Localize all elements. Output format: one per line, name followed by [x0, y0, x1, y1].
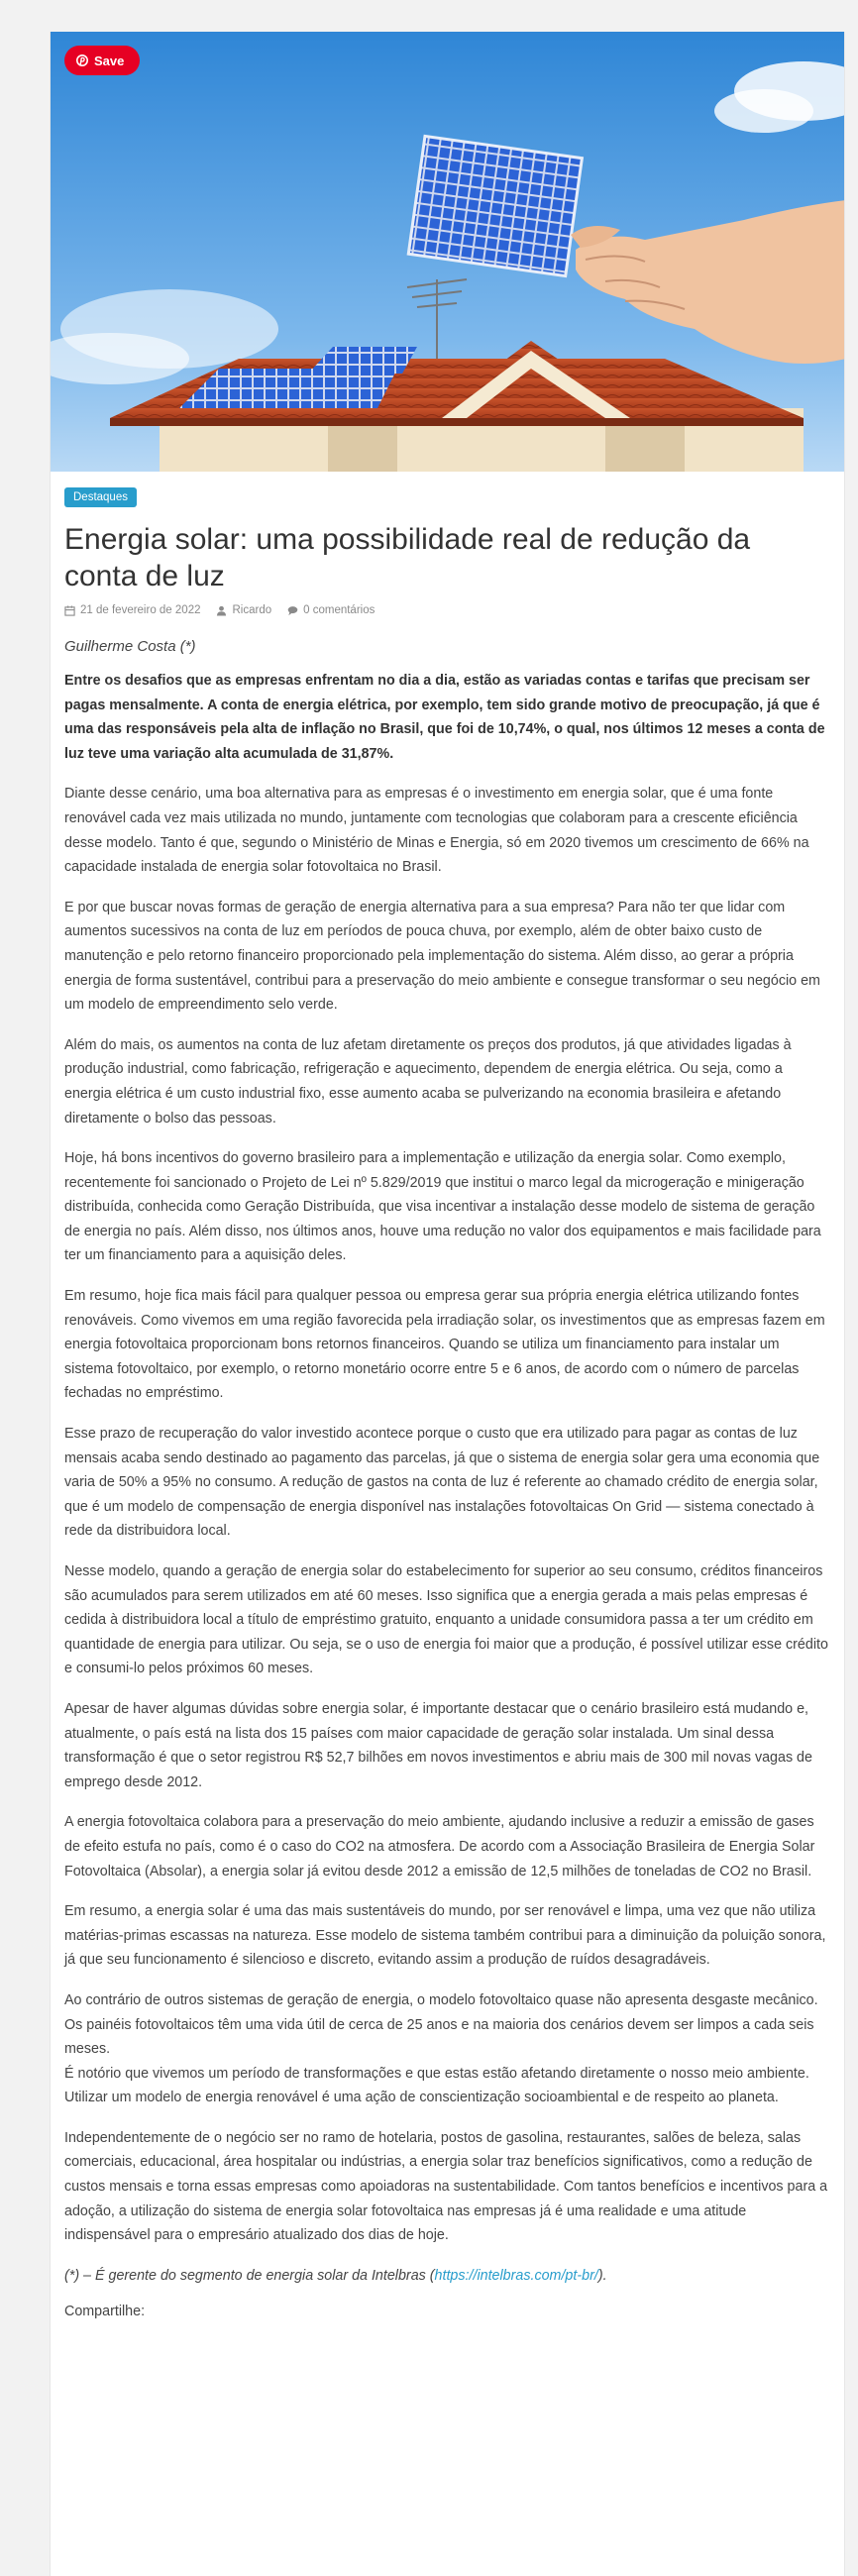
featured-image [51, 32, 844, 472]
article-card [50, 32, 845, 2576]
share-label: Compartilhe: [64, 2304, 146, 2320]
post-comments[interactable] [287, 604, 375, 616]
post-title: Energia solar: uma possibilidade real de redução da conta de luz [64, 523, 751, 592]
note-suffix: ). [597, 2267, 607, 2284]
intelbras-link[interactable]: https://intelbras.com/pt-br/ [434, 2267, 598, 2284]
paragraph-desgaste [64, 1988, 830, 2110]
pinterest-icon [76, 54, 88, 66]
paragraph: Diante desse cenário, uma boa alternativa para as empresas é o investimento em energia solar, que é uma fonte renovável cada vez mais utilizada no mundo, juntamente com tecnologias que colaboram para a crescente eficiência desse modelo. Tanto é que, segundo o Ministério de Minas e Energia, só em 2020 tivemos um crescimento de 66% na capacidade instalada de energia solar fotovoltaica no Brasil. [64, 786, 809, 876]
paragraph: Além do mais, os aumentos na conta de luz afetam diretamente os preços dos produtos, já que atividades ligadas à produção industrial, como fabricação, refrigeração e aquecimento, dependem de energia elétrica. Ou seja, como a energia elétrica é um custo industrial fixo, esse aumento acaba se pulverizando na economia brasileira e afetando diretamente o bolso das pessoas. [64, 1036, 792, 1127]
post-comments-text: 0 comentários [303, 604, 375, 616]
post-author[interactable] [216, 604, 271, 616]
paragraph-final: Independentemente de o negócio ser no ramo de hotelaria, postos de gasolina, restaurantes, salões de beleza, salas comerciais, educacional, área hospitalar ou indústrias, a energia solar traz benefícios significativos, como a redução de custos mensais e torna essas empresas como apoiadoras na sustentabilidade. Com tantos benefícios e incentivos para a adoção, a utilização do sistema de energia solar fotovoltaica nas empresas já é uma realidade e uma atitude indispensável para o empresário atualizado dos dias de hoje. [64, 2129, 828, 2244]
paragraph-desgaste-b: É notório que vivemos um período de transformações e que estas estão afetando diretamente o nosso meio ambiente. Utilizar um modelo de energia renovável é uma ação de conscientização socioambiental e de respeito ao planeta. [64, 2065, 809, 2106]
solar-house-illustration [51, 32, 844, 472]
byline: Guilherme Costa (*) [64, 638, 196, 655]
post-content [51, 472, 844, 2319]
comment-icon [287, 605, 298, 616]
paragraph: A energia fotovoltaica colabora para a preservação do meio ambiente, ajudando inclusive a reduzir a emissão de gases de efeito estufa no país, como é o caso do CO2 na atmosfera. De acordo com a Associação Brasileira de Energia Solar Fotovoltaica (Absolar), a energia solar já evitou desde 2012 a emissão de 12,5 milhões de toneladas de CO2 no Brasil. [64, 1814, 815, 1879]
calendar-icon [64, 605, 75, 616]
post-date-text: 21 de fevereiro de 2022 [80, 604, 201, 616]
paragraph: Apesar de haver algumas dúvidas sobre energia solar, é importante destacar que o cenário brasileiro está mudando e, atualmente, o país está na lista dos 15 países com maior capacidade de geração solar instalada. Um sinal dessa transformação é que o setor registrou R$ 52,7 bilhões em novos investimentos e abriu mais de 300 mil novas vagas de emprego desde 2012. [64, 1700, 812, 1790]
note-prefix: (*) – É gerente do segmento de energia solar da Intelbras ( [64, 2267, 435, 2284]
paragraph-desgaste-a: Ao contrário de outros sistemas de geração de energia, o modelo fotovoltaico quase não apresenta desgaste mecânico. Os painéis fotovoltaicos têm uma vida útil de cerca de 25 anos e na maioria dos cenários devem ser limpos a cada seis meses. [64, 1991, 818, 2058]
post-author-text: Ricardo [232, 604, 272, 616]
pinterest-save-button[interactable] [64, 46, 140, 75]
post-date[interactable] [64, 604, 200, 616]
lead-paragraph: Entre os desafios que as empresas enfrentam no dia a dia, estão as variadas contas e tarifas que precisam ser pagas mensalmente. A conta de energia elétrica, por exemplo, tem sido grande motivo de preocupação, já que é uma das responsáveis pela alta de inflação no Brasil, que foi de 10,74%, o qual, nos últimos 12 meses a conta de luz teve uma variação alta acumulada de 31,87%. [64, 673, 825, 762]
article-body [64, 669, 830, 2319]
paragraph: Em resumo, a energia solar é uma das mais sustentáveis do mundo, por ser renovável e limpa, uma vez que não utiliza matérias-primas escassas na natureza. Esse modelo de sistema também contribui para a diminuição da poluição sonora, já que seu funcionamento é silencioso e discreto, evitando assim a produção de ruídos desagradáveis. [64, 1903, 826, 1969]
author-note [64, 2264, 830, 2289]
paragraph: Em resumo, hoje fica mais fácil para qualquer pessoa ou empresa gerar sua própria energia elétrica utilizando fontes renováveis. Como vivemos em uma região favorecida pela irradiação solar, os investimentos que as empresas fazem em energia fotovoltaica proporcionam bons retornos financeiros. Quando se utiliza um financiamento para instalar um sistema fotovoltaico, por exemplo, o retorno monetário ocorre entre 5 e 6 anos, de acordo com o número de parcelas fechadas no empréstimo. [64, 1288, 825, 1402]
paragraph: Esse prazo de recuperação do valor investido acontece porque o custo que era utilizado para pagar as contas de luz mensais acaba sendo destinado ao pagamento das parcelas, já que o sistema de energia solar gera uma economia que varia de 50% a 95% no consumo. A redução de gastos na conta de luz é referente ao chamado crédito de energia solar, que é um modelo de compensação de energia disponível nas instalações fotovoltaicas On Grid — sistema conectado à rede da distribuidora local. [64, 1426, 820, 1540]
paragraph: E por que buscar novas formas de geração de energia alternativa para a sua empresa? Para não ter que lidar com aumentos sucessivos na conta de luz em períodos de pouca chuva, por exemplo, além de obter baixo custo de manutenção e pelo retorno financeiro proporcionado pela implementação do sistema. Além disso, ao gerar a própria energia de forma sustentável, contribui para a preservação do meio ambiente e consegue transformar o seu negócio em um modelo de empreendimento selo verde. [64, 899, 820, 1014]
save-label: Save [94, 53, 125, 68]
post-meta [64, 604, 830, 616]
paragraph: Hoje, há bons incentivos do governo brasileiro para a implementação e utilização da energia solar. Como exemplo, recentemente foi sancionado o Projeto de Lei nº 5.829/2019 que institui o marco legal da microgeração e minigeração distribuída, conhecida como Geração Distribuída, que visa incentivar a instalação desse modelo de sistema de geração de energia no país. Além disso, nos últimos anos, houve uma redução no valor dos equipamentos e mais facilidade para ter um financiamento para a aquisição deles. [64, 1150, 821, 1264]
user-icon [216, 605, 227, 616]
paragraph: Nesse modelo, quando a geração de energia solar do estabelecimento for superior ao seu consumo, créditos financeiros são acumulados para serem utilizados em até 60 meses. Isso significa que a energia gerada a mais pelas empresas é cedida à distribuidora local a título de empréstimo gratuito, enquanto a unidade consumidora passa a ter um crédito em quantidade de energia para utilizar. Ou seja, se o uso de energia foi maior que a produção, é possível utilizar esse crédito e consumi-lo pelos próximos 60 meses. [64, 1563, 828, 1677]
category-badge[interactable]: Destaques [64, 487, 137, 507]
